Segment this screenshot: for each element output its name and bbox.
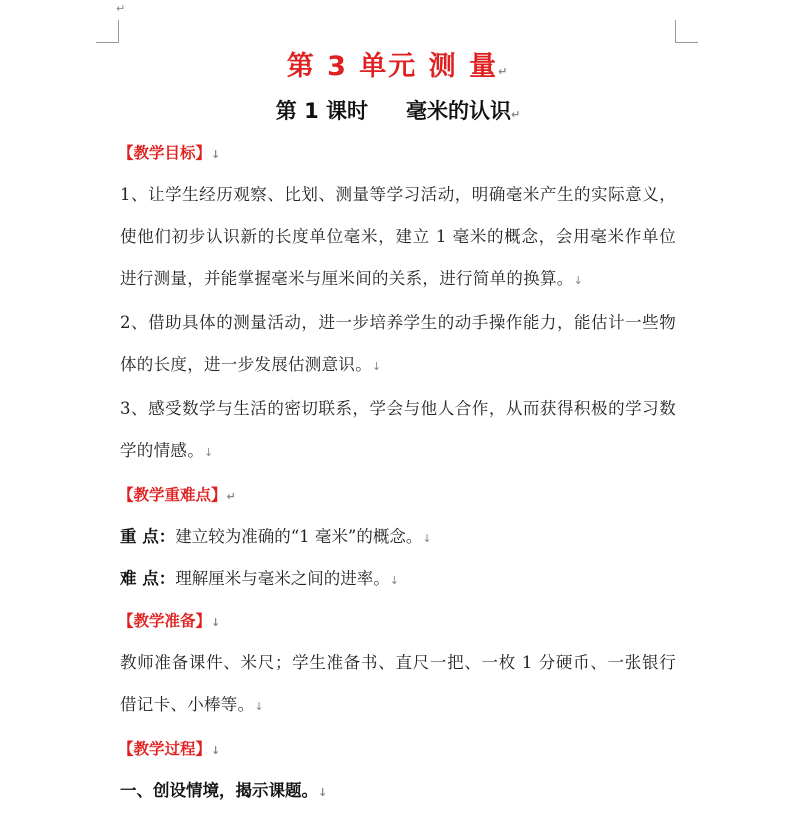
unit-title: 第 3 单元 测 量↵ bbox=[286, 51, 510, 82]
prep-text: 教师准备课件、米尺；学生准备书、直尺一把、一枚 1 分硬币、一张银行借记卡、小棒等。↓ bbox=[120, 653, 676, 714]
crop-mark-top-left bbox=[96, 20, 119, 43]
goal-item-3: 3、感受数学与生活的密切联系，学会与他人合作，从而获得积极的学习数学的情感。↓ bbox=[120, 399, 676, 460]
document-page bbox=[120, 44, 676, 812]
section-key-heading: 【教学重难点】↵ bbox=[118, 486, 236, 504]
crop-mark-top-right bbox=[675, 20, 698, 43]
section-goals-heading: 【教学目标】↓ bbox=[118, 144, 221, 162]
section-process-heading: 【教学过程】↓ bbox=[118, 740, 221, 758]
difficulty-text: 理解厘米与毫米之间的进率。 bbox=[175, 569, 390, 588]
paragraph-mark: ↵ bbox=[116, 2, 126, 15]
process-step-1: 一、创设情境，揭示课题。↓ bbox=[120, 781, 328, 800]
lesson-name: 毫米的认识 bbox=[406, 99, 511, 123]
difficulty-label: 难 点： bbox=[120, 569, 176, 588]
goal-item-2: 2、借助具体的测量活动，进一步培养学生的动手操作能力，能估计一些物体的长度，进一步发展估测意识。↓ bbox=[120, 313, 676, 374]
section-prep-heading: 【教学准备】↓ bbox=[118, 612, 221, 630]
lesson-title: 第 1 课时 毫米的认识↵ bbox=[275, 99, 521, 123]
goal-item-1: 1、让学生经历观察、比划、测量等学习活动，明确毫米产生的实际意义，使他们初步认识新的长度单位毫米，建立 1 毫米的概念，会用毫米作单位进行测量，并能掌握毫米与厘米间的关系，进行简单的换算。↓ bbox=[120, 185, 676, 288]
lesson-number: 第 1 课时 bbox=[275, 99, 368, 123]
focus-text: 建立较为准确的“1 毫米”的概念。 bbox=[175, 527, 423, 546]
focus-line: 重 点：建立较为准确的“1 毫米”的概念。↓ bbox=[120, 527, 432, 546]
focus-label: 重 点： bbox=[120, 527, 176, 546]
difficulty-line: 难 点：理解厘米与毫米之间的进率。↓ bbox=[120, 569, 399, 588]
